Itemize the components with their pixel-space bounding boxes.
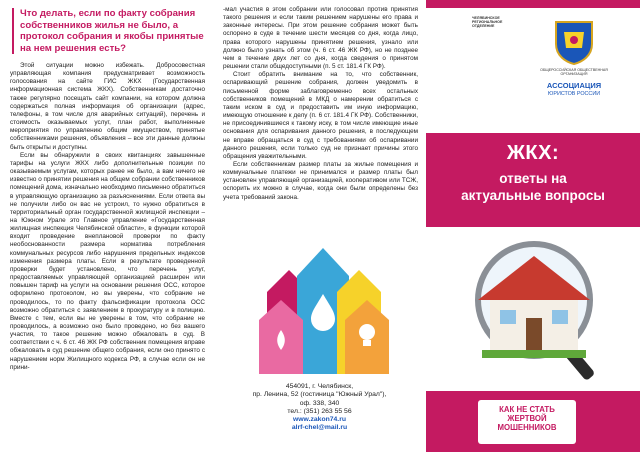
badge-line-3: МОШЕННИКОВ [497, 423, 557, 433]
phone-line: тел.: (351) 263 55 56 [287, 407, 352, 415]
house-door [526, 318, 542, 350]
left-column [0, 0, 213, 452]
address-line-1: 454091, г. Челябинск, [285, 383, 354, 390]
cover-subtitle [426, 170, 640, 204]
organization-logo-area [472, 16, 612, 106]
org-name-main: АССОЦИАЦИЯ [546, 81, 602, 90]
org-mid-label: ОБЩЕРОССИЙСКАЯ ОБЩЕСТВЕННАЯ ОРГАНИЗАЦИЯ [540, 68, 608, 77]
address-line-3: оф. 338, 340 [299, 399, 340, 407]
house-window-1 [500, 310, 516, 324]
cover-title: ЖКХ: [506, 142, 560, 164]
paragraph-1: Этой ситуации можно избежать. Добросовестная управляющая компания предусматривает возможность голосования на сайте ГИС ЖКХ (Государственная информационная система ЖКХ). Собственникам достаточно также регулярно посещать сайт компании, на котором должна содержаться полная информация об организации (адрес, телефоны, в том числе для аварийных ситуаций), перечень и стоимость оказываемых услуг, план работ, выполненные мероприятия по управлению общим имуществом, принятые собственниками решения, объявления – все эти данные должны быть открыты и доступны. [10, 62, 205, 151]
houses-illustration [259, 246, 389, 374]
email-link[interactable]: alrf-chel@mail.ru [291, 424, 348, 432]
house-window-2 [552, 310, 568, 324]
bulb-icon [359, 324, 375, 340]
address-line-2: пр. Ленина, 52 (гостиница "Южный Урал"), [252, 391, 387, 399]
fraud-badge-text [478, 400, 576, 433]
house-magnifier-illustration [460, 234, 610, 384]
badge-line-2: ЖЕРТВОЙ [507, 414, 547, 424]
cover-column [426, 0, 640, 452]
cover-subtitle-line-2: актуальные вопросы [461, 188, 605, 203]
top-strip [426, 0, 640, 8]
website-link[interactable]: www.zakon74.ru [292, 416, 346, 424]
badge-line-1: КАК НЕ СТАТЬ [499, 405, 555, 414]
paragraph-2: Если вы обнаружили в своих квитанциях завышенные тарифы на услуги ЖКХ либо дополнительные позиции по оказываемым услугам, которых ранее не было, а вам ничего не известно о принятии решения на общем собрании собственников помещений дома, изначально необходимо письменно обратиться в управляющую организацию за разъяснениями. Если ответа вы не получили либо он вас не устроил, то нужно обратиться в территориальный орган государственной жилищной инспекции – на Южном Урале это Главное управление «Государственная жилищная инспекция Челябинской области», в функции которой входит проведение внеплановой проверки по факту необоснованности размера норматива потребления коммунальных ресурсов либо нарушения предельных индексов изменения размера платы. Если в результате проведенной проверки будет установлено, что перечень услуг, предоставляемых управляющей организацией расширен или повышен тариф на услуги на основании решения ОСС, которое оформлено протоколом, но вы уверены, что собрание не проводилось, то по факту фальсификации протокола ОСС возможно обратиться с заявлением в прокуратуру и в полицию. Вместе с тем, если вы не уверены в том, что собрание не проводилось, а возможно оно было проведено, но без вашего участия, то такое решение можно обжаловать в суд. В соответствии с ч. 6 ст. 46 ЖК РФ собственник помещения вправе обжаловать в суд решение общего собрания, если оно принято с нарушением норм Жилищного кодекса РФ, в случае если он не прини- [10, 151, 205, 371]
middle-column [213, 0, 426, 452]
contact-block [213, 383, 426, 433]
cover-subtitle-line-1: ответы на [499, 171, 567, 186]
org-name [532, 82, 616, 98]
fraud-badge [478, 400, 576, 444]
org-top-label: ЧЕЛЯБИНСКОЕ РЕГИОНАЛЬНОЕ ОТДЕЛЕНИЕ [472, 16, 503, 29]
coat-of-arms-icon [552, 18, 596, 66]
paragraph-4: Стоит обратить внимание на то, что собственник, оспаривающий решение собрания, должен уведомить в письменной форме заблаговременно всех остальных собственников помещений в МКД о намерении обратиться с таким иском в суд и предоставить им иную информацию, имеющую отношение к делу (п. 6 ст. 181.4 ГК РФ). Собственники, не присоединившиеся к такому иску, в том числе имеющие иные основания для оспаривания данного решения, в последующем не вправе обращаться в суд с требованиями об оспаривании данного решения, если только суд не признает причины этого обращения уважительными. [223, 71, 418, 160]
org-name-sub: ЮРИСТОВ РОССИИ [547, 91, 601, 97]
paragraph-5: Если собственникам размер платы за жилые помещения и коммунальные платежи не принимался и размер платы был установлен управляющей организацией, кооперативом или ТСЖ, оспорить их можно в случае, когда они были определены без учета требований закона. [223, 160, 418, 201]
paragraph-3: -мал участия в этом собрании или голосовал против принятия такого решения и если таким решением нарушены его права и законные интересы. При этом решение собрания может быть оспорено в суде в течение шести месяцев со дня, когда лицо, права которого нарушены принятием решения, узнало или должно было узнать об этом (ч. 6 ст. 46 ЖК РФ), но не позднее чем в течение двух лет со дня, когда сведения о принятом решении стали общедоступными (п. 5 ст. 181.4 ГК РФ). [223, 6, 418, 71]
question-heading: Что делать, если по факту собрания собственников жилья не было, а протокол собрания и якобы принятые на нем решения есть? [12, 8, 205, 54]
lawn [482, 350, 586, 358]
